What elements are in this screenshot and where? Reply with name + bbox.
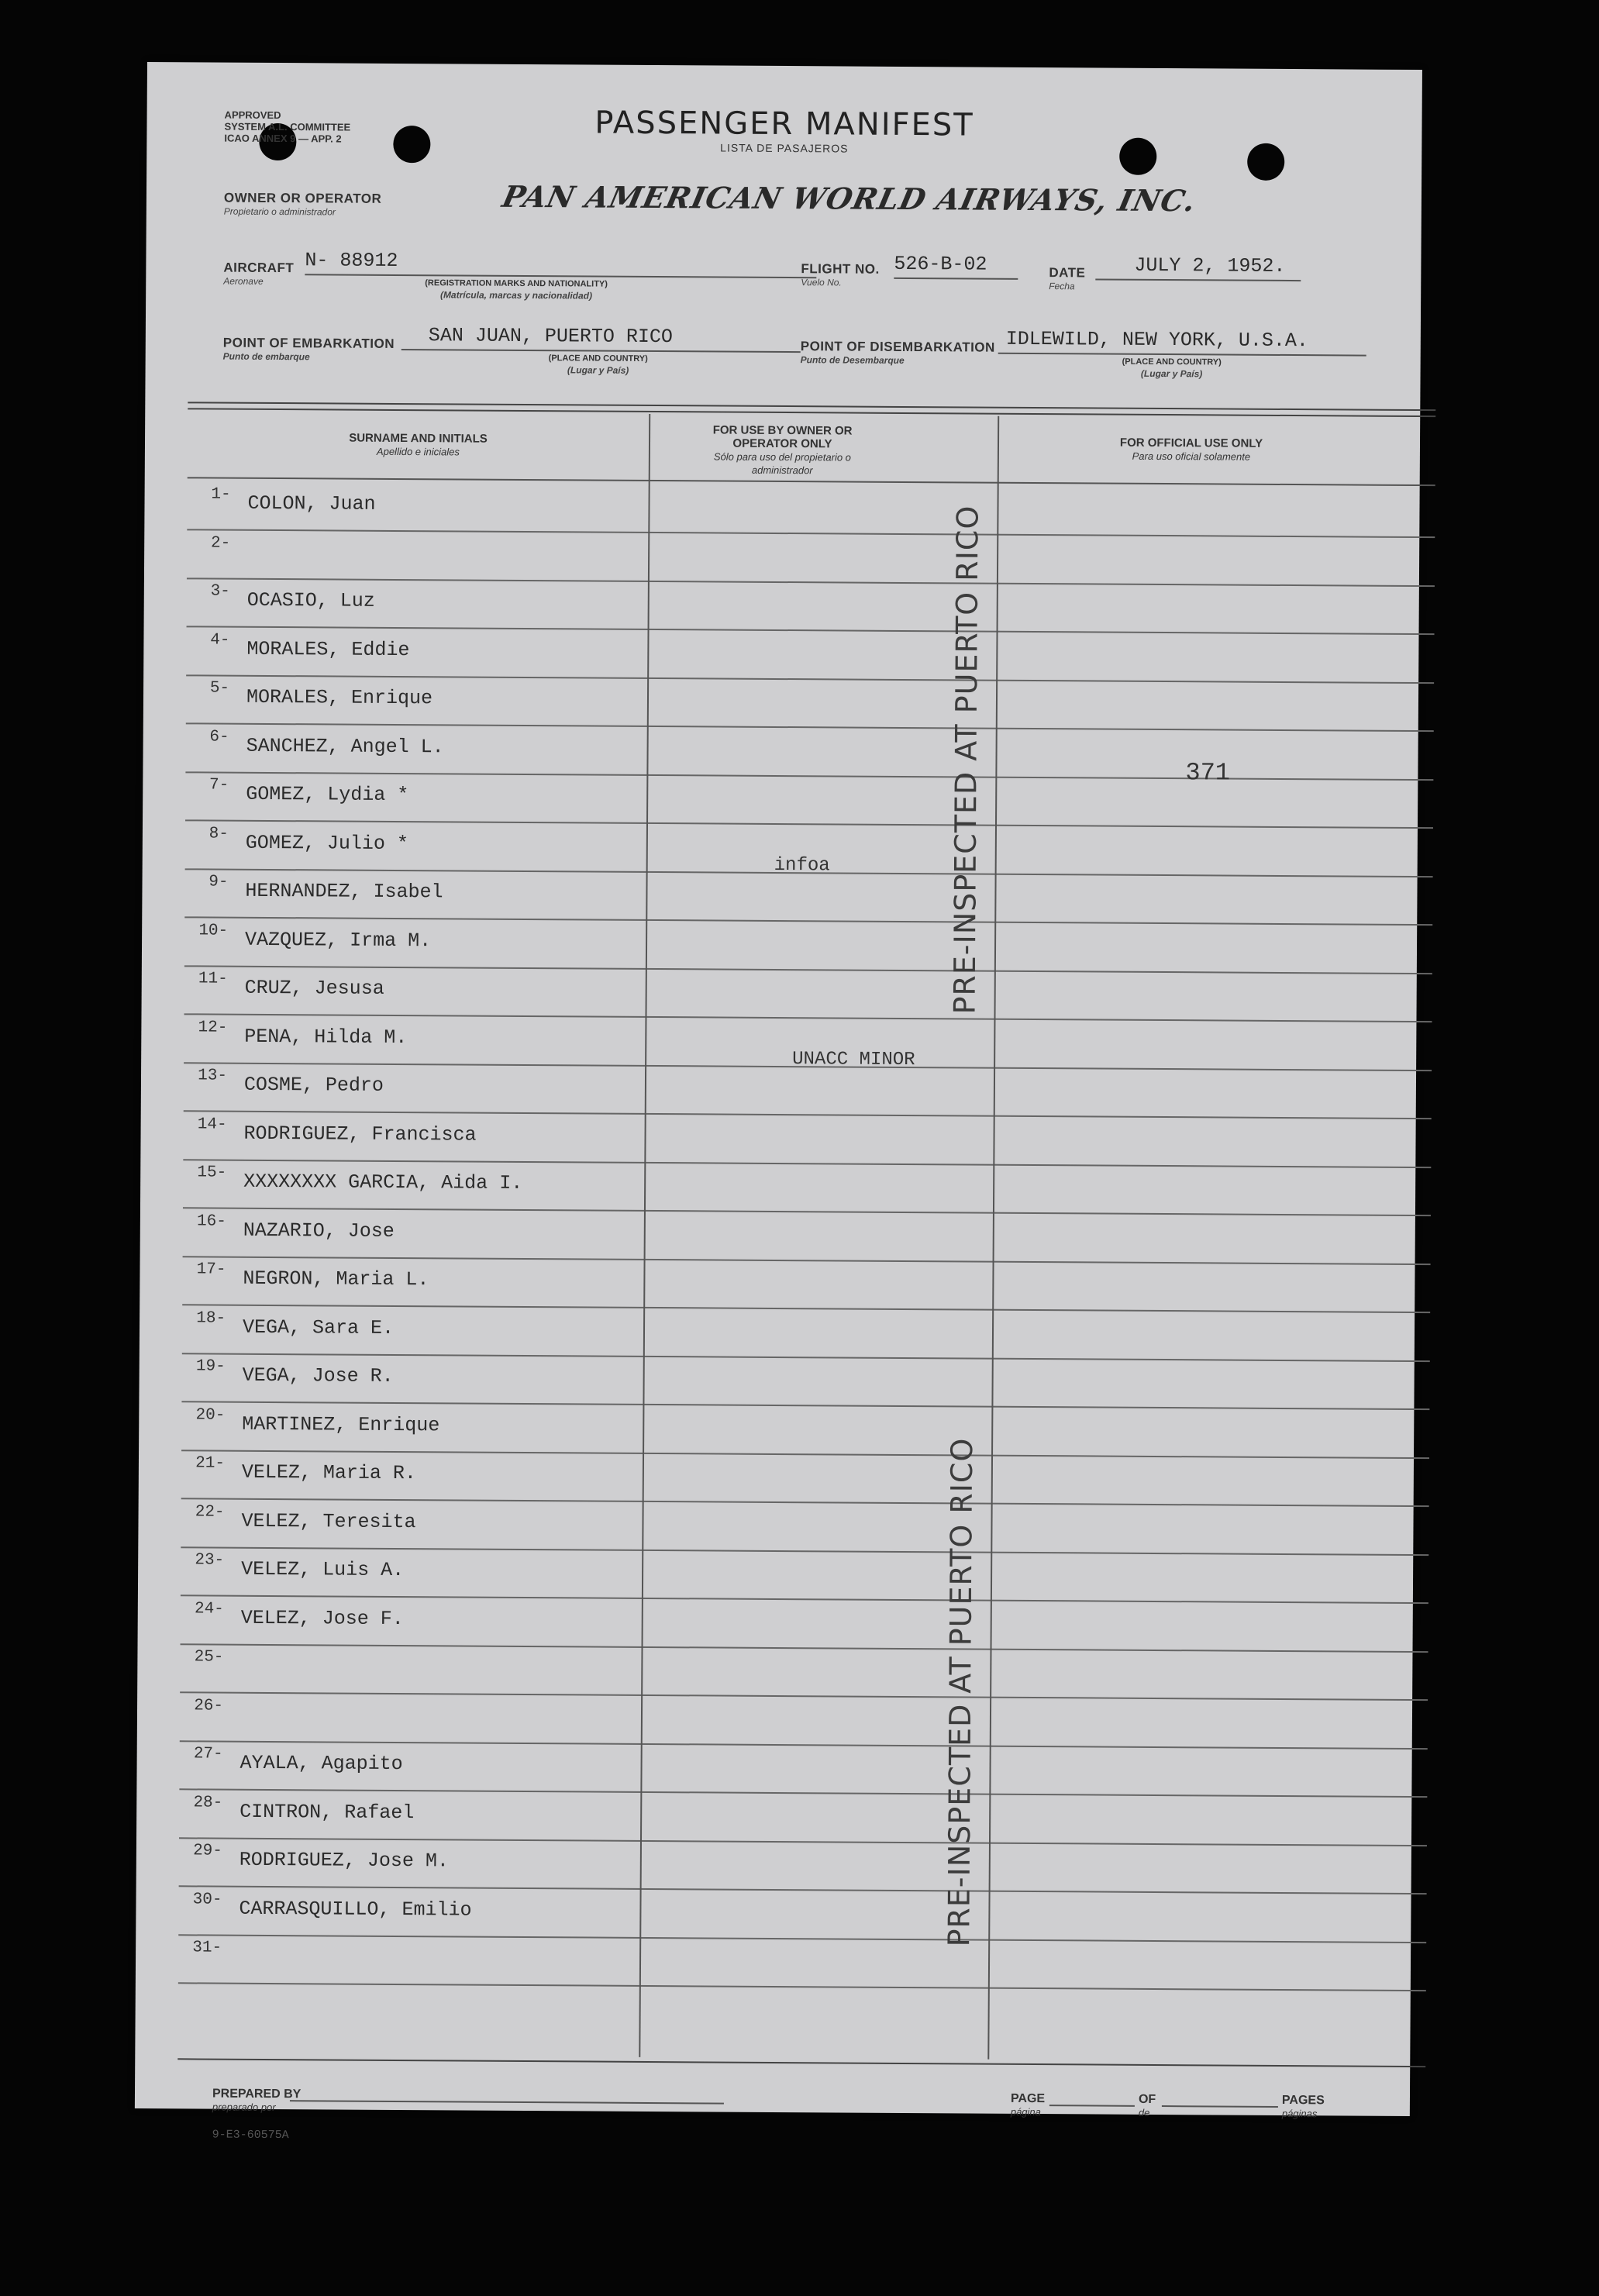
owner-note-infoa: infoa: [774, 854, 830, 877]
disembarkation-field: [998, 328, 1366, 357]
row-number: 25-: [194, 1648, 224, 1667]
aircraft-note-es: (Matrícula, marcas y nacionalidad): [439, 289, 593, 302]
prepared-by-label-en: PREPARED BY: [212, 2087, 302, 2101]
passenger-name: VELEZ, Luis A.: [241, 1557, 405, 1582]
table-row: [178, 1886, 1426, 1943]
manifest-sheet: [135, 62, 1422, 2143]
prepared-by-label: [212, 2087, 302, 2114]
row-number: 29-: [193, 1842, 222, 1860]
table-row: [187, 577, 1435, 635]
aircraft-label: AIRCRAFT: [223, 260, 295, 276]
disembarkation-label-es: Punto de Desembarque: [800, 354, 905, 366]
table-row: [185, 723, 1433, 781]
table-row: [186, 674, 1434, 732]
date-field: [1095, 253, 1301, 281]
table-row: [184, 965, 1432, 1022]
flight-value: 526-B-02: [894, 252, 987, 276]
column-header-official-en: FOR OFFICIAL USE ONLY: [1119, 436, 1263, 450]
table-row: [183, 1111, 1431, 1168]
row-number: 13-: [198, 1067, 228, 1085]
passenger-name: AYALA, Agapito: [240, 1751, 403, 1776]
row-number: 28-: [193, 1793, 223, 1812]
approval-line: APPROVED: [224, 109, 281, 122]
passenger-name: COSME, Pedro: [243, 1073, 384, 1097]
flight-label: FLIGHT NO.: [801, 261, 880, 277]
flight-label-block: [801, 261, 880, 288]
table-row: [181, 1546, 1428, 1604]
row-number: 3-: [210, 582, 230, 601]
prepared-by-label-es: preparado por: [212, 2101, 276, 2114]
date-label-block: [1049, 265, 1085, 291]
embarkation-note-en: (PLACE AND COUNTRY): [548, 353, 648, 364]
table-bottom-rule: [177, 2058, 1425, 2067]
airline-name: PAN AMERICAN WORLD AIRWAYS, INC.: [499, 178, 1200, 219]
table-row: [187, 481, 1435, 538]
passenger-name: XXXXXXXX GARCIA, Aida I.: [243, 1170, 523, 1195]
passenger-name: MARTINEZ, Enrique: [242, 1412, 440, 1436]
table-row: [182, 1305, 1430, 1362]
date-value: JULY 2, 1952.: [1134, 253, 1286, 278]
flight-field: [894, 253, 1018, 280]
embarkation-label-es: Punto de embarque: [222, 350, 310, 363]
row-number: 14-: [197, 1115, 227, 1134]
column-header-names-es: Apellido e iniciales: [376, 445, 460, 458]
table-row: [179, 1740, 1427, 1798]
passenger-name: MORALES, Enrique: [246, 685, 433, 710]
table-row: [187, 529, 1435, 587]
passenger-name: COLON, Juan: [247, 491, 376, 515]
page-label-es: página: [1010, 2105, 1041, 2118]
page-title: PASSENGER MANIFEST: [594, 105, 974, 143]
row-number: 5-: [209, 679, 230, 698]
table-row: [184, 917, 1432, 974]
row-number: 11-: [198, 970, 228, 988]
table-row: [180, 1643, 1428, 1701]
row-number: 7-: [209, 776, 229, 795]
embarkation-field: [401, 324, 801, 353]
table-row: [179, 1837, 1427, 1894]
pages-label-en: PAGES: [1281, 2093, 1325, 2108]
row-number: 21-: [195, 1454, 226, 1473]
table-row: [183, 1208, 1431, 1265]
owner-label: OWNER OR OPERATOR: [223, 190, 382, 206]
row-number: 31-: [192, 1939, 222, 1957]
page-total-line: [1162, 2105, 1278, 2108]
passenger-name: GOMEZ, Lydia *: [246, 782, 409, 807]
column-header-names: [188, 430, 649, 460]
column-header-owner-en: FOR USE BY OWNER OR OPERATOR ONLY: [712, 423, 853, 451]
row-number: 16-: [196, 1212, 226, 1231]
row-number: 9-: [208, 873, 229, 891]
column-header-official: [998, 436, 1385, 464]
pages-label-es: páginas: [1281, 2107, 1318, 2120]
passenger-name: CARRASQUILLO, Emilio: [239, 1897, 472, 1922]
row-number: 4-: [210, 631, 230, 650]
disembarkation-note: [1122, 357, 1222, 380]
table-row: [184, 868, 1432, 926]
page-label: [1011, 2092, 1045, 2118]
pages-label: [1282, 2094, 1325, 2119]
disembarkation-value: IDLEWILD, NEW YORK, U.S.A.: [1005, 327, 1308, 353]
date-label: DATE: [1049, 265, 1086, 281]
aircraft-label-block: [223, 260, 294, 288]
column-header-names-en: SURNAME AND INITIALS: [349, 431, 488, 446]
table-row: [184, 1062, 1432, 1119]
passenger-name: SANCHEZ, Angel L.: [246, 734, 444, 758]
row-number: 10-: [198, 921, 229, 940]
row-number: 20-: [195, 1405, 226, 1425]
row-number: 6-: [209, 728, 229, 746]
row-number: 8-: [208, 825, 229, 843]
pre-inspection-stamp: PRE-INSPECTED AT PUERTO RICO: [947, 505, 985, 1015]
passenger-name: VELEZ, Jose F.: [240, 1606, 404, 1630]
embarkation-note: [549, 353, 648, 376]
approval-line: ICAO ANNEX 9 — APP. 2: [224, 132, 342, 145]
of-label-en: OF: [1138, 2092, 1156, 2106]
passenger-name: CINTRON, Rafael: [240, 1800, 415, 1824]
passenger-name: VELEZ, Maria R.: [241, 1460, 417, 1485]
row-number: 2-: [210, 534, 231, 553]
column-header-official-es: Para uso oficial solamente: [1132, 450, 1251, 463]
column-header-owner-es: Sólo para uso del propietario o administrador: [713, 450, 851, 477]
owner-label-block: [224, 191, 382, 218]
column-header-owner: [688, 423, 877, 477]
row-number: 15-: [197, 1164, 227, 1182]
passenger-name: OCASIO, Luz: [246, 588, 375, 612]
aircraft-note: [425, 278, 608, 301]
passenger-name: MORALES, Eddie: [246, 637, 410, 661]
row-number: 24-: [194, 1599, 224, 1619]
page-subtitle: LISTA DE PASAJEROS: [720, 141, 849, 155]
aircraft-note-en: (REGISTRATION MARKS AND NATIONALITY): [425, 278, 608, 289]
aircraft-value: N- 88912: [305, 249, 398, 272]
row-number: 22-: [195, 1502, 225, 1522]
row-number: 12-: [198, 1018, 228, 1037]
passenger-name: GOMEZ, Julio *: [245, 831, 408, 855]
table-row: [186, 626, 1434, 684]
passenger-name: CRUZ, Jesusa: [244, 976, 384, 1000]
table-row: [180, 1692, 1428, 1750]
pre-inspection-stamp: PRE-INSPECTED AT PUERTO RICO: [942, 1437, 980, 1947]
owner-note-unacc-minor: UNACC MINOR: [792, 1049, 915, 1071]
passenger-name: VEGA, Sara E.: [242, 1315, 395, 1339]
passenger-name: PENA, Hilda M.: [244, 1025, 408, 1049]
embarkation-label: POINT OF EMBARKATION: [222, 335, 395, 351]
row-number: 27-: [193, 1745, 223, 1763]
table-row: [181, 1498, 1428, 1556]
row-number: 23-: [195, 1551, 225, 1570]
disembarkation-label: POINT OF DISEMBARKATION: [800, 339, 995, 355]
row-number: 18-: [196, 1308, 226, 1328]
table-row: [185, 771, 1433, 829]
row-number: 19-: [195, 1357, 226, 1376]
passenger-name: VEGA, Jose R.: [242, 1363, 394, 1388]
row-number: 1-: [211, 485, 231, 504]
table-row: [183, 1159, 1431, 1216]
approval-line: SYSTEM A.L. COMMITTEE: [224, 120, 351, 133]
table-row: [178, 1934, 1426, 1991]
flight-label-es: Vuelo No.: [801, 277, 842, 288]
table-row: [181, 1401, 1429, 1459]
passenger-name: VAZQUEZ, Irma M.: [245, 928, 432, 952]
owner-label-es: Propietario o administrador: [223, 205, 336, 218]
page-label-en: PAGE: [1010, 2091, 1046, 2106]
form-code: 9-E3-60575A: [212, 2128, 289, 2143]
date-label-es: Fecha: [1049, 281, 1075, 292]
passenger-name: NEGRON, Maria L.: [243, 1267, 429, 1291]
embarkation-label-block: [223, 336, 395, 363]
row-number: 26-: [194, 1696, 224, 1715]
aircraft-field: [305, 249, 816, 278]
passenger-name: RODRIGUEZ, Francisca: [243, 1122, 477, 1146]
prepared-by-line: [290, 2100, 724, 2104]
table-row: [181, 1595, 1428, 1653]
row-number: 17-: [196, 1260, 226, 1279]
table-row: [179, 1789, 1427, 1846]
table-row: [181, 1353, 1429, 1410]
disembarkation-label-block: [801, 339, 995, 367]
of-label: [1139, 2093, 1156, 2118]
embarkation-value: SAN JUAN, PUERTO RICO: [428, 324, 673, 349]
table-row: [181, 1450, 1429, 1507]
disembarkation-note-es: (Lugar y País): [1140, 367, 1203, 380]
passenger-name: NAZARIO, Jose: [243, 1219, 395, 1243]
passenger-name: HERNANDEZ, Isabel: [245, 879, 443, 904]
page-number-line: [1049, 2105, 1135, 2107]
embarkation-note-es: (Lugar y País): [567, 364, 629, 376]
passenger-name: RODRIGUEZ, Jose M.: [239, 1848, 449, 1873]
passenger-name: VELEZ, Teresita: [241, 1509, 416, 1533]
row-number: 30-: [192, 1890, 222, 1909]
of-label-es: de: [1138, 2106, 1150, 2118]
table-row: [182, 1256, 1430, 1313]
official-number: 371: [1185, 758, 1231, 788]
disembarkation-note-en: (PLACE AND COUNTRY): [1122, 357, 1222, 367]
aircraft-label-es: Aeronave: [223, 275, 264, 287]
